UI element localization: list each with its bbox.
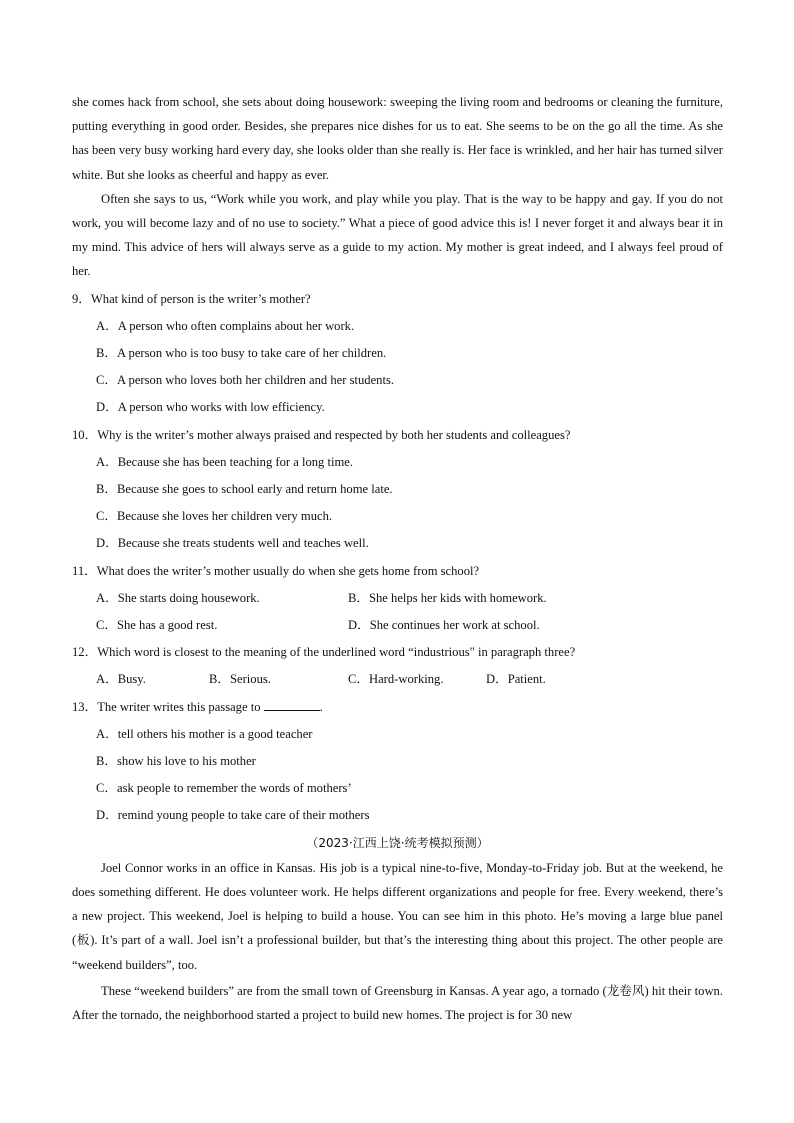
- option-b: B．show his love to his mother: [96, 754, 256, 769]
- question-stem: 11．What does the writer’s mother usually do when she gets home from school?: [72, 563, 480, 578]
- option-a: A．Busy.: [96, 672, 146, 687]
- option-a: A．tell others his mother is a good teacher: [96, 726, 313, 741]
- document-page: [72, 90, 723, 1027]
- option-a: A．She starts doing housework.: [96, 590, 260, 605]
- option-b: B．A person who is too busy to take care of her children.: [96, 346, 387, 361]
- question-stem: [72, 694, 723, 721]
- passage2-paragraph-2: These “weekend builders” are from the small town of Greensburg in Kansas. A year ago, a tornado (龙卷风) hit their town. After the tornado, the neighborhood started a project to build new homes. The project is for 30 new: [72, 983, 723, 1022]
- options-row: [72, 666, 723, 693]
- question-10: [72, 422, 723, 558]
- option-c: C．She has a good rest.: [96, 618, 218, 633]
- question-stem: 10．Why is the writer’s mother always praised and respected by both her students and colleagues?: [72, 427, 571, 442]
- option-d: D．Because she treats students well and teaches well.: [96, 536, 369, 551]
- question-stem-end: .: [319, 699, 323, 714]
- option-d: D．remind young people to take care of their mothers: [96, 808, 370, 823]
- options-row-2: [72, 612, 723, 639]
- question-13: [72, 694, 723, 830]
- passage2-source: （2023·江西上饶·统考模拟预测）: [306, 835, 489, 850]
- passage2-paragraph-1: Joel Connor works in an office in Kansas. His job is a typical nine-to-five, Monday-to-Friday job. But at the weekend, he does something different. He does volunteer work. He helps different organizations and people for free. Every weekend, there’s a new project. This weekend, Joel is helping to build a house. You can see him in this photo. He’s moving a large blue panel (板). It’s part of a wall. Joel isn’t a professional builder, but that’s the interesting thing about this project. The other people are “weekend builders”, too.: [72, 860, 723, 972]
- passage1-paragraph-continued: she comes hack from school, she sets about doing housework: sweeping the living room and bedrooms or cleaning the furniture, putting everything in good order. Besides, she prepares nice dishes for us to eat. She seems to be on the go all the time. As she has been very busy working hard every day, she looks older than she really is. Her face is wrinkled, and her hair has turned silver white. But she looks as cheerful and happy as ever.: [72, 95, 723, 182]
- question-9: [72, 286, 723, 422]
- question-stem: 9．What kind of person is the writer’s mother?: [72, 291, 311, 306]
- options-row-1: [72, 585, 723, 612]
- option-d: D．She continues her work at school.: [348, 618, 540, 633]
- option-c: C．A person who loves both her children and her students.: [96, 373, 395, 388]
- option-c: C．ask people to remember the words of mothers’: [96, 781, 352, 796]
- option-c: C．Hard-working.: [348, 672, 444, 687]
- option-d: D．Patient.: [486, 672, 546, 687]
- option-c: C．Because she loves her children very much.: [96, 509, 333, 524]
- option-d: D．A person who works with low efficiency.: [96, 400, 325, 415]
- answer-blank: [264, 699, 320, 711]
- passage1-paragraph-advice: Often she says to us, “Work while you work, and play while you play. That is the way to be happy and gay. If you do not work, you will become lazy and of no use to society.” What a piece of good advice this is! I never forget it and always bear it in my mind. This advice of hers will always serve as a guide to my action. My mother is great indeed, and I always feel proud of her.: [72, 191, 723, 279]
- option-b: B．She helps her kids with homework.: [348, 590, 547, 605]
- question-11: [72, 558, 723, 640]
- option-b: B．Serious.: [209, 672, 271, 687]
- option-a: A．A person who often complains about her work.: [96, 318, 355, 333]
- option-a: A．Because she has been teaching for a long time.: [96, 454, 354, 469]
- question-12: [72, 639, 723, 693]
- question-stem-text: 13．The writer writes this passage to: [72, 699, 261, 714]
- question-stem: 12．Which word is closest to the meaning of the underlined word “industrious" in paragraph three?: [72, 645, 576, 660]
- option-b: B．Because she goes to school early and return home late.: [96, 482, 393, 497]
